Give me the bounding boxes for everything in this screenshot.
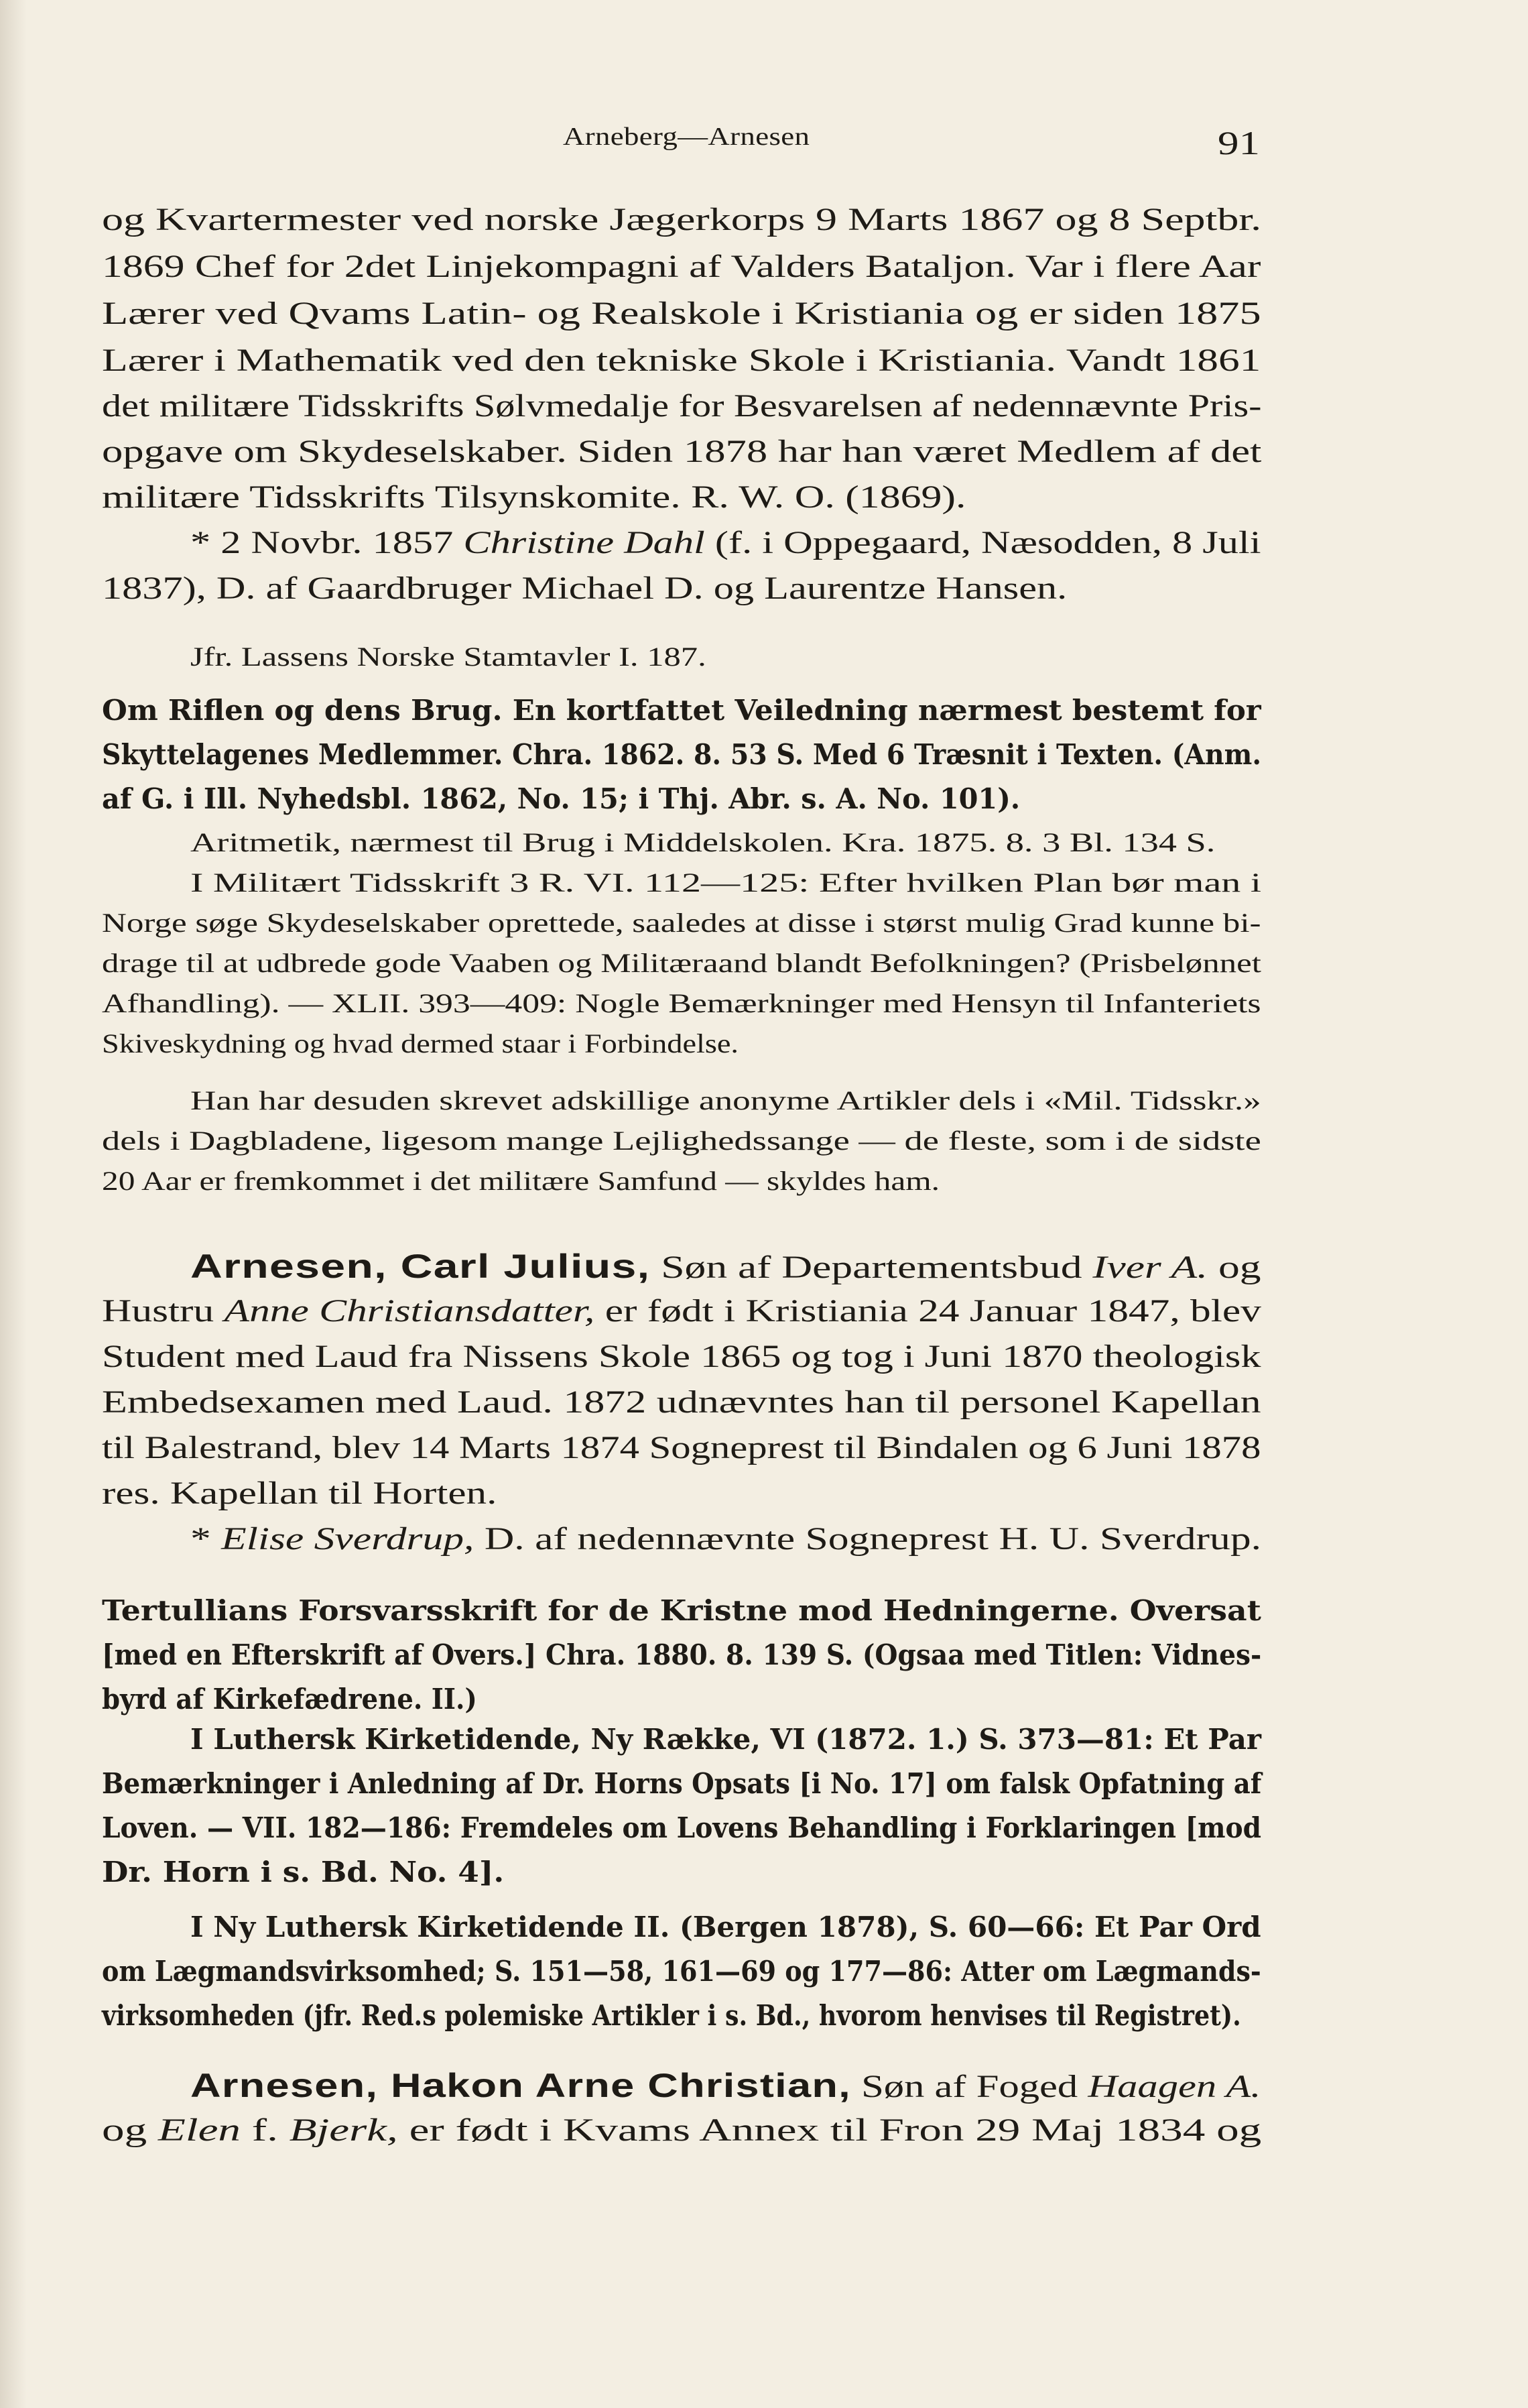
note-line: 20 Aar er fremkommet i det militære Samfund — skyldes ham.	[102, 1166, 940, 1196]
work-title-line: virksomheden (jfr. Red.s polemiske Artikler i s. Bd., hvorom henvises til Registret).	[102, 1999, 1241, 2032]
body-line: Lærer i Mathematik ved den tekniske Skole i Kristiania. Vandt 1861	[102, 343, 1261, 378]
page-number: 91	[1218, 124, 1260, 162]
marriage-line	[190, 524, 1261, 561]
work-title-line: om Lægmandsvirksomhed; S. 151—58, 161—69 og 177—86: Atter om Lægmands-	[102, 1955, 1261, 1988]
marriage-line	[190, 1520, 1261, 1557]
entry-name: Arnesen, Carl Julius,	[190, 1248, 651, 1285]
work-title-line: byrd af Kirkefædrene. II.)	[102, 1683, 477, 1715]
entry-heading-line	[190, 2066, 1261, 2105]
marriage-date: * 2 Novbr. 1857	[190, 525, 454, 560]
entry-text: er født i Kvams Annex til Fron 29 Maj 1834 og	[409, 2112, 1262, 2148]
work-line: I Militært Tidsskrift 3 R. VI. 112—125: Efter hvilken Plan bør man i	[190, 867, 1261, 898]
body-line: Embedsexamen med Laud. 1872 udnævntes han til personel Kapellan	[102, 1384, 1261, 1420]
entry-name: Arnesen, Hakon Arne Christian,	[190, 2067, 851, 2104]
work-line: drage til at udbrede gode Vaaben og Militæraand blandt Befolkningen? (Prisbelønnet	[102, 948, 1261, 978]
entry-text: f.	[251, 2112, 278, 2148]
work-title-line: af G. i Ill. Nyhedsbl. 1862, No. 15; i Thj. Abr. s. A. No. 101).	[102, 782, 1021, 815]
body-line: militære Tidsskrifts Tilsynskomite. R. W. O. (1869).	[102, 479, 966, 515]
work-title-line: Tertullians Forsvarsskrift for de Kristne mod Hedningerne. Oversat	[102, 1594, 1261, 1627]
entry-text: Søn af Departementsbud	[661, 1250, 1082, 1285]
mother-name: Elen	[157, 2112, 241, 2148]
marriage-details: (f. i Oppegaard, Næsodden, 8 Juli	[714, 525, 1261, 560]
body-line: Lærer ved Qvams Latin- og Realskole i Kristiania og er siden 1875	[102, 296, 1261, 331]
entry-text: Hustru	[102, 1293, 214, 1329]
note-line: Han har desuden skrevet adskillige anonyme Artikler dels i «Mil. Tidsskr.»	[190, 1085, 1261, 1116]
body-line	[102, 1292, 1261, 1329]
work-line: Aritmetik, nærmest til Brug i Middelskolen. Kra. 1875. 8. 3 Bl. 134 S.	[190, 827, 1216, 857]
work-line: Norge søge Skydeselskaber oprettede, saaledes at disse i størst mulig Grad kunne bi-	[102, 908, 1261, 938]
body-line	[102, 2112, 1261, 2149]
father-name: Haagen A.	[1088, 2069, 1261, 2104]
work-title-line: Dr. Horn i s. Bd. No. 4].	[102, 1856, 505, 1888]
father-name: Iver A.	[1092, 1250, 1208, 1285]
running-title: Arneberg—Arnesen	[563, 123, 810, 151]
work-title-line: I Luthersk Kirketidende, Ny Række, VI (1872. 1.) S. 373—81: Et Par	[190, 1723, 1261, 1756]
note-line: dels i Dagbladene, ligesom mange Lejlighedssange — de fleste, som i de sidste	[102, 1126, 1261, 1156]
body-line: til Balestrand, blev 14 Marts 1874 Sogneprest til Bindalen og 6 Juni 1878	[102, 1430, 1261, 1465]
entry-heading-line	[190, 1247, 1261, 1286]
work-title-line: Om Riflen og dens Brug. En kortfattet Veiledning nærmest bestemt for	[102, 694, 1261, 727]
reference-line: Jfr. Lassens Norske Stamtavler I. 187.	[190, 642, 706, 672]
work-title-line: Bemærkninger i Anledning af Dr. Horns Opsats [i No. 17] om falsk Opfatning af	[102, 1767, 1262, 1800]
body-line: og Kvartermester ved norske Jægerkorps 9 Marts 1867 og 8 Septbr.	[102, 202, 1262, 237]
entry-text: Søn af Foged	[861, 2069, 1078, 2104]
work-line: Skiveskydning og hvad dermed staar i Forbindelse.	[102, 1028, 739, 1059]
body-line: det militære Tidsskrifts Sølvmedalje for Besvarelsen af nedennævnte Pris-	[102, 388, 1262, 424]
maiden-name: Bjerk,	[289, 2112, 398, 2148]
marriage-details: D. af nedennævnte Sogneprest H. U. Sverdrup.	[484, 1521, 1261, 1557]
body-line: 1869 Chef for 2det Linjekompagni af Valders Bataljon. Var i flere Aar	[102, 249, 1261, 284]
work-title-line: Skyttelagenes Medlemmer. Chra. 1862. 8. 53 S. Med 6 Træsnit i Texten. (Anm.	[102, 738, 1262, 771]
body-line: res. Kapellan til Horten.	[102, 1476, 497, 1511]
spouse-name: Elise Sverdrup,	[221, 1521, 474, 1557]
page-gutter-shadow	[0, 0, 27, 2408]
spouse-name: Christine Dahl	[463, 525, 705, 560]
work-title-line: [med en Efterskrift af Overs.] Chra. 1880. 8. 139 S. (Ogsaa med Titlen: Vidnes-	[102, 1638, 1262, 1671]
entry-text: og	[102, 2112, 147, 2148]
marriage-star: *	[190, 1521, 211, 1557]
work-title-line: Loven. — VII. 182—186: Fremdeles om Lovens Behandling i Forklaringen [mod	[102, 1811, 1261, 1844]
body-line: opgave om Skydeselskaber. Siden 1878 har han været Medlem af det	[102, 434, 1262, 469]
body-line: 1837), D. af Gaardbruger Michael D. og Laurentze Hansen.	[102, 570, 1068, 606]
work-title-line: I Ny Luthersk Kirketidende II. (Bergen 1878), S. 60—66: Et Par Ord	[190, 1911, 1261, 1943]
work-line: Afhandling). — XLII. 393—409: Nogle Bemærkninger med Hensyn til Infanteriets	[102, 988, 1261, 1018]
entry-text: og	[1218, 1250, 1261, 1285]
mother-name: Anne Christiansdatter,	[224, 1293, 595, 1329]
entry-text: er født i Kristiania 24 Januar 1847, blev	[604, 1293, 1261, 1329]
body-line: Student med Laud fra Nissens Skole 1865 og tog i Juni 1870 theologisk	[102, 1339, 1261, 1374]
